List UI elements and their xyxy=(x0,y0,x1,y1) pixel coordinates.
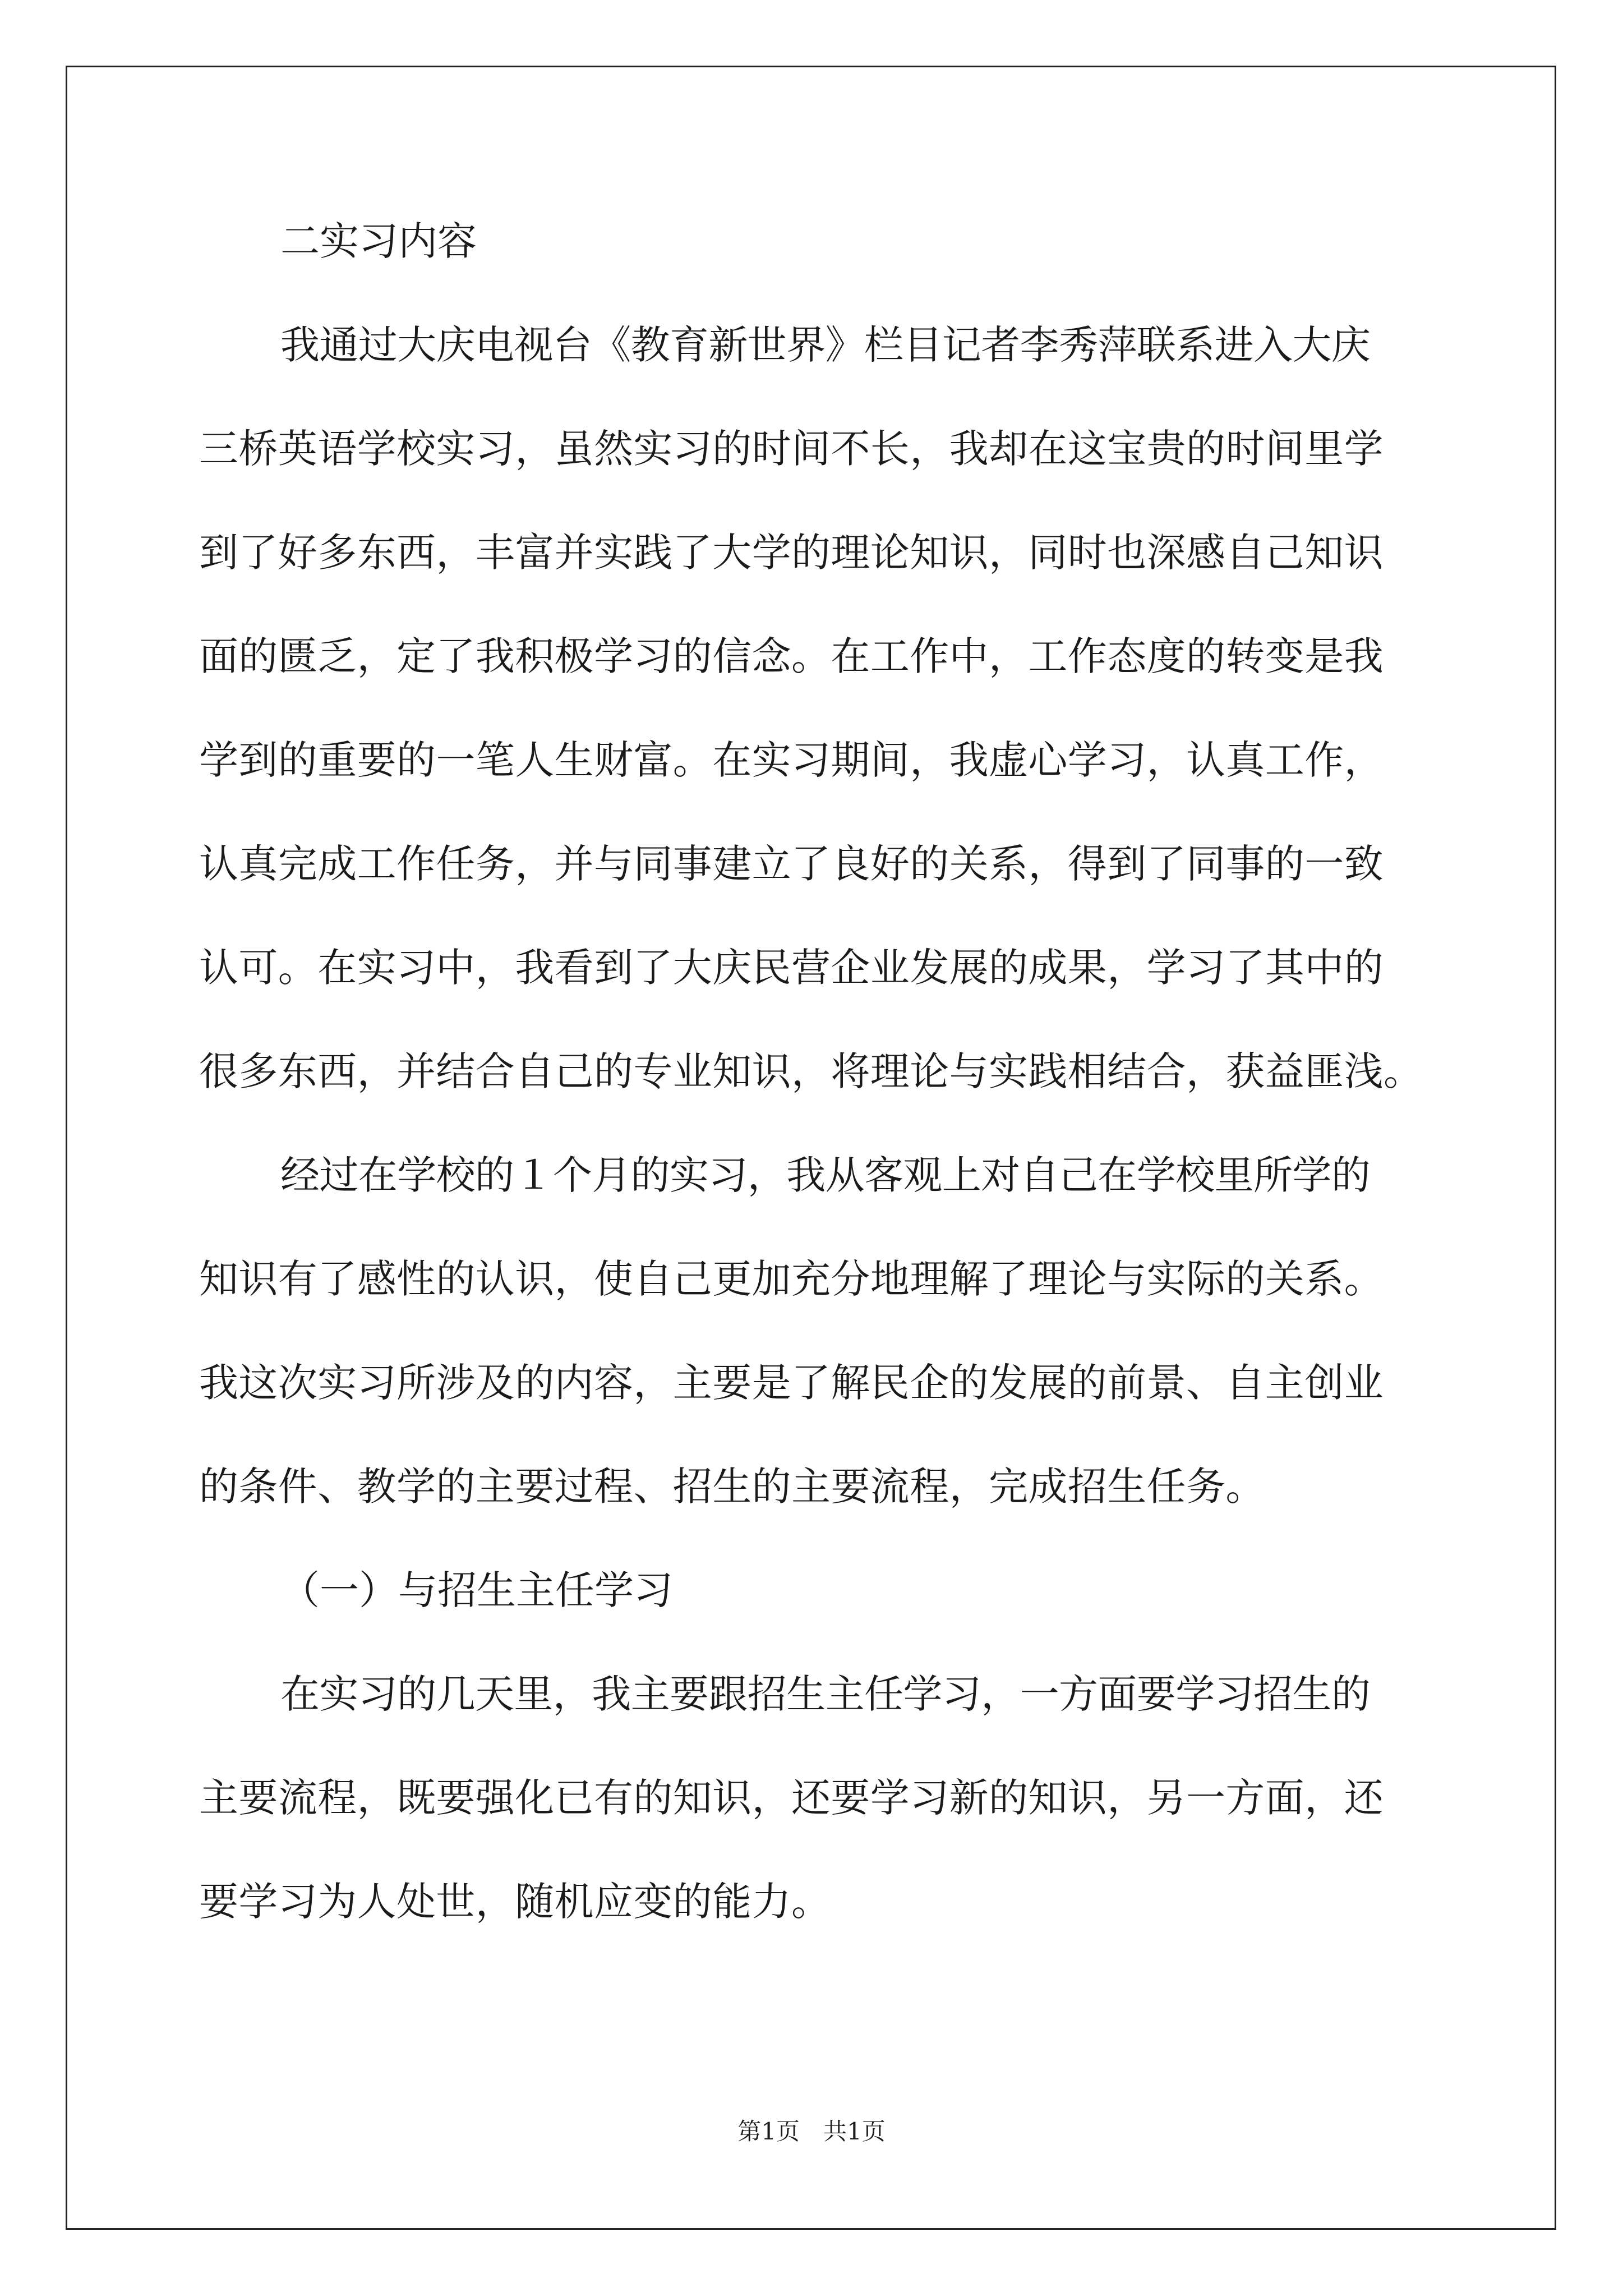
paragraph-line: 我通过大庆电视台《教育新世界》栏目记者李秀萍联系进入大庆 xyxy=(280,322,1371,368)
paragraph-line: 经过在学校的１个月的实习，我从客观上对自己在学校里所学的 xyxy=(280,1152,1371,1198)
paragraph-line: 认真完成工作任务，并与同事建立了良好的关系，得到了同事的一致 xyxy=(199,841,1384,887)
paragraph-line: 在实习的几天里，我主要跟招生主任学习，一方面要学习招生的 xyxy=(280,1671,1371,1717)
paragraph-line: 面的匮乏，定了我积极学习的信念。在工作中，工作态度的转变是我 xyxy=(199,633,1384,679)
paragraph-line: 我这次实习所涉及的内容，主要是了解民企的发展的前景、自主创业 xyxy=(199,1360,1384,1406)
paragraph-line: 的条件、教学的主要过程、招生的主要流程，完成招生任务。 xyxy=(199,1464,1265,1510)
paragraph-line: 三桥英语学校实习，虽然实习的时间不长，我却在这宝贵的时间里学 xyxy=(199,426,1384,472)
section-heading: 二实习内容 xyxy=(280,218,477,264)
paragraph-line: 很多东西，并结合自己的专业知识，将理论与实践相结合，获益匪浅。 xyxy=(199,1048,1423,1094)
paragraph-line: 知识有了感性的认识，使自己更加充分地理解了理论与实际的关系。 xyxy=(199,1256,1384,1302)
paragraph-line: 学到的重要的一笔人生财富。在实习期间，我虚心学习，认真工作， xyxy=(199,737,1384,783)
paragraph-line: 到了好多东西，丰富并实践了大学的理论知识，同时也深感自己知识 xyxy=(199,530,1384,576)
subsection-heading: （一）与招生主任学习 xyxy=(280,1567,673,1613)
page-number-footer: 第1页 共1页 xyxy=(737,2118,886,2145)
paragraph-line: 主要流程，既要强化已有的知识，还要学习新的知识，另一方面，还 xyxy=(199,1775,1384,1821)
paragraph-line: 要学习为人处世，随机应变的能力。 xyxy=(199,1879,831,1925)
paragraph-line: 认可。在实习中，我看到了大庆民营企业发展的成果，学习了其中的 xyxy=(199,945,1384,991)
